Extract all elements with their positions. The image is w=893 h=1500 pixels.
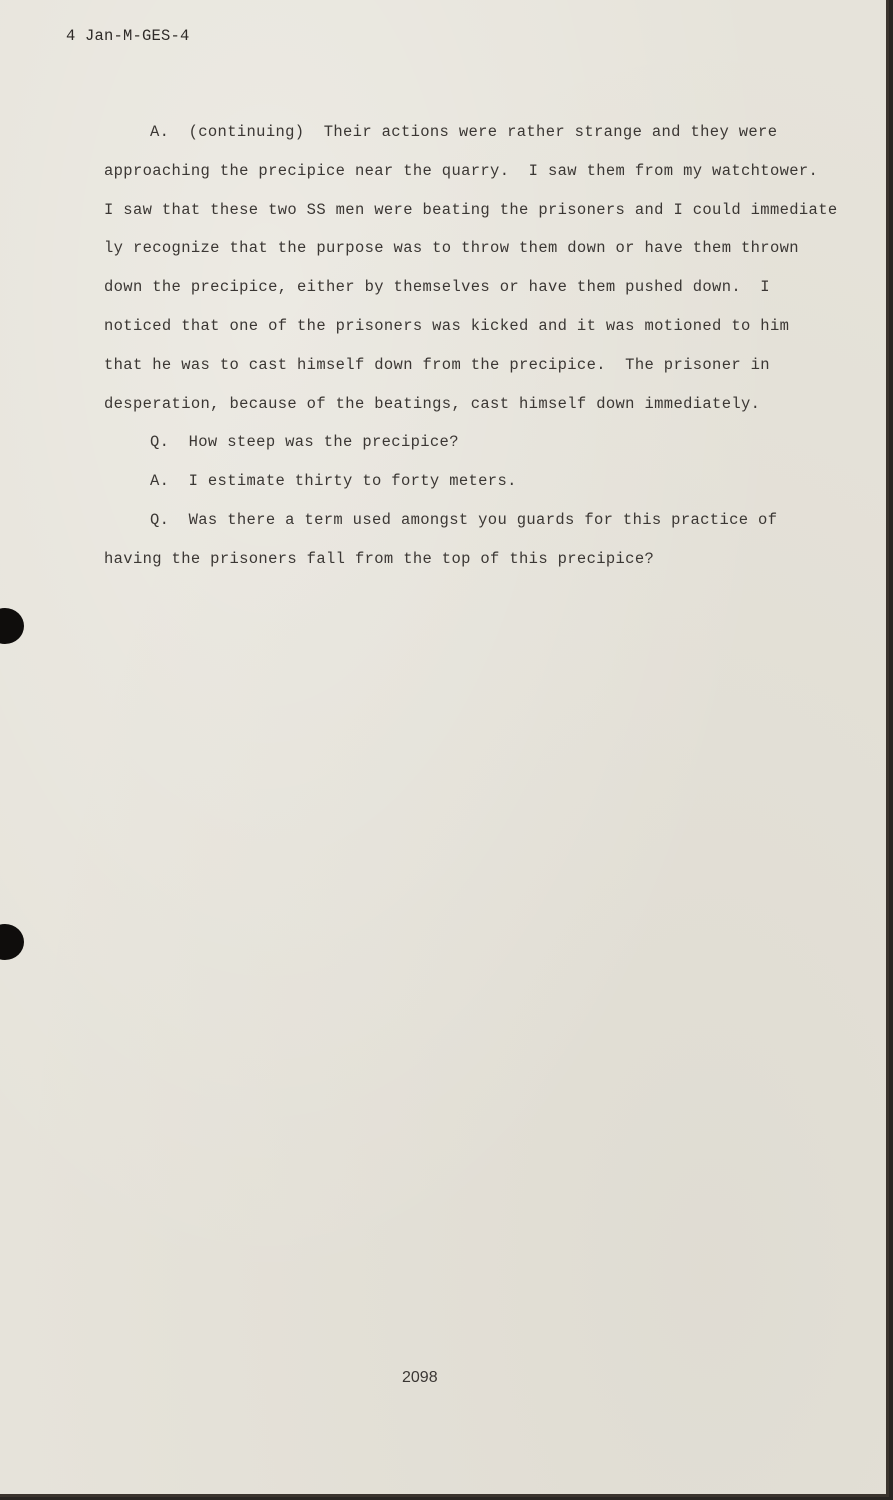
text-line: A. (continuing) Their actions were rather strange and they were	[150, 123, 778, 141]
question-line: Q. Was there a term used amongst you guards for this practice of	[150, 511, 778, 529]
question-line: Q. How steep was the precipice?	[150, 433, 459, 451]
text-line: desperation, because of the beatings, cast himself down immediately.	[104, 395, 761, 413]
binder-punch-hole-upper	[0, 608, 24, 644]
text-line: down the precipice, either by themselves or have them pushed down. I	[104, 278, 770, 296]
text-line: approaching the precipice near the quarry. I saw them from my watchtower.	[104, 162, 819, 180]
page-number: 2098	[402, 1369, 438, 1386]
document-reference: 4 Jan-M-GES-4	[66, 27, 190, 45]
text-line: that he was to cast himself down from the precipice. The prisoner in	[104, 356, 770, 374]
question-line-continued: having the prisoners fall from the top of this precipice?	[104, 550, 655, 568]
answer-line: A. I estimate thirty to forty meters.	[150, 472, 517, 490]
text-line: I saw that these two SS men were beating the prisoners and I could immediate	[104, 201, 838, 219]
binder-punch-hole-lower	[0, 924, 24, 960]
text-line: noticed that one of the prisoners was kicked and it was motioned to him	[104, 317, 790, 335]
text-line: ly recognize that the purpose was to throw them down or have them thrown	[104, 239, 799, 257]
